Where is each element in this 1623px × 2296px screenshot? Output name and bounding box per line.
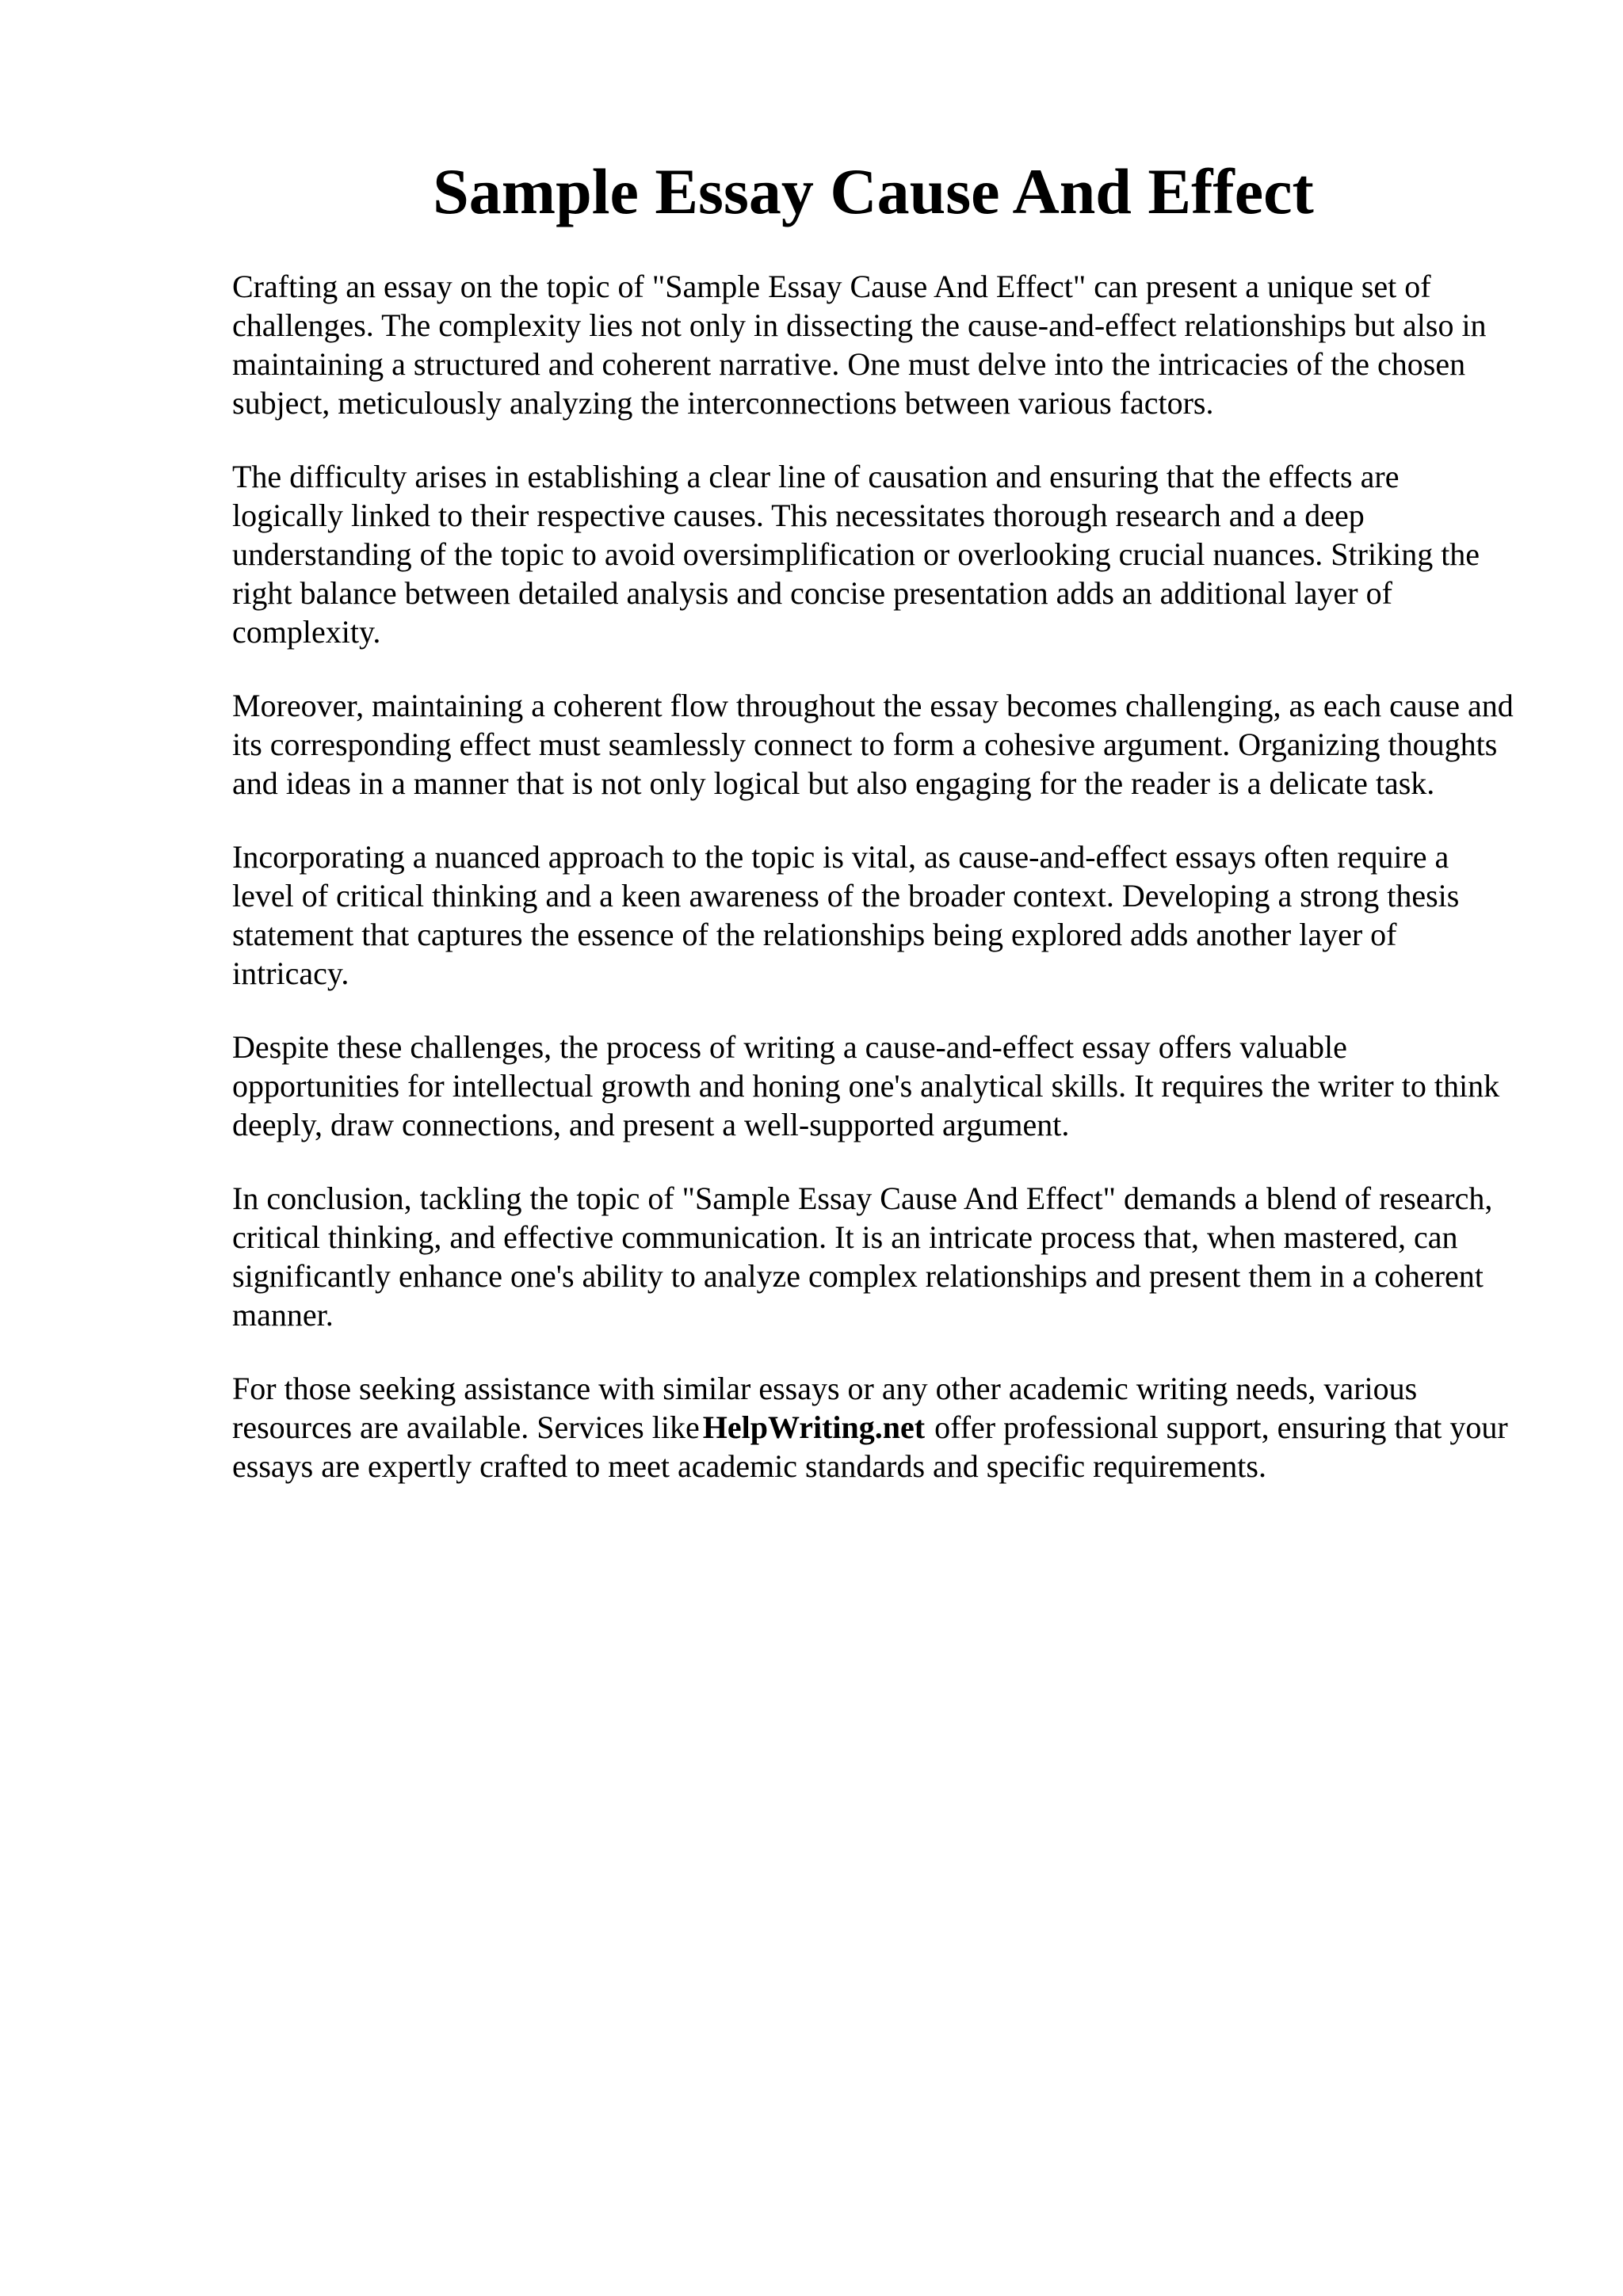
paragraph-3: Moreover, maintaining a coherent flow throughout the essay becomes challenging, as each cause and its corresponding effect must seamlessly connect to form a cohesive argument. Organizing thoughts and ideas in a manner that is not only logical but also engaging for the reader is a delicate task. — [232, 688, 1514, 801]
paragraph-6: In conclusion, tackling the topic of "Sample Essay Cause And Effect" demands a blend of research, critical thinking, and effective communication. It is an intricate process that, when mastered, can significantly enhance one's ability to analyze complex relationships and present them in a coherent manner. — [232, 1180, 1493, 1333]
paragraph-5: Despite these challenges, the process of writing a cause-and-effect essay offers valuable opportunities for intellectual growth and honing one's analytical skills. It requires the writer to think deeply, draw connections, and present a well-supported argument. — [232, 1029, 1500, 1142]
paragraph-4: Incorporating a nuanced approach to the topic is vital, as cause-and-effect essays often require a level of critical thinking and a keen awareness of the broader context. Developing a strong thesis statement that captures the essence of the relationships being explored adds another layer of intricacy. — [232, 839, 1460, 991]
helpwriting-link[interactable]: HelpWriting.net — [702, 1409, 926, 1445]
document-title: Sample Essay Cause And Effect — [433, 155, 1314, 227]
paragraph-1: Crafting an essay on the topic of "Sample Essay Cause And Effect" can present a unique set of challenges. The complexity lies not only in dissecting the cause-and-effect relationships but also in maintaining a structured and coherent narrative. One must delve into the intricacies of the chosen subject, meticulously analyzing the interconnections between various factors. — [232, 269, 1487, 421]
closing-text-after: offer professional support, ensuring that your essays are expertly crafted to meet academic standards and specific requirements. — [232, 1409, 1508, 1484]
document-body — [232, 267, 1516, 1520]
paragraph-closing — [232, 1369, 1516, 1486]
paragraph-2: The difficulty arises in establishing a clear line of causation and ensuring that the effects are logically linked to their respective causes. This necessitates thorough research and a deep understanding of the topic to avoid oversimplification or overlooking crucial nuances. Striking the right balance between detailed analysis and concise presentation adds an additional layer of complexity. — [232, 459, 1480, 650]
closing-text-before: For those seeking assistance with similar essays or any other academic writing needs, various resources are available. Services like — [232, 1371, 1418, 1445]
